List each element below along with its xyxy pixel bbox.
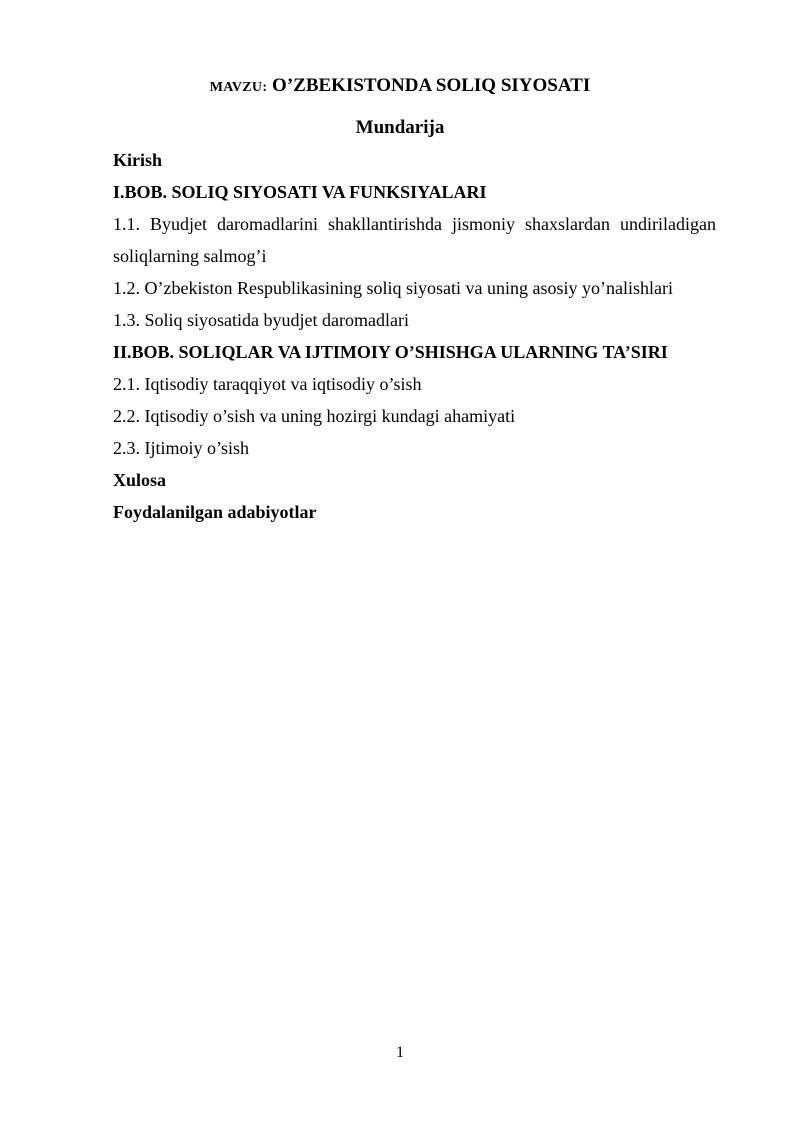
title-topic: O’ZBEKISTONDA SOLIQ SIYOSATI — [272, 75, 591, 96]
toc-item-1-1-line-2: soliqlarning salmog’i — [113, 246, 267, 266]
toc-conclusion: Xulosa — [113, 470, 167, 490]
toc-item-1-3: 1.3. Soliq siyosatida byudjet daromadlari — [113, 310, 409, 330]
toc-item-2-2: 2.2. Iqtisodiy o’sish va uning hozirgi kundagi ahamiyati — [113, 406, 516, 426]
toc-references: Foydalanilgan adabiyotlar — [113, 502, 317, 522]
toc-chapter-1: I.BOB. SOLIQ SIYOSATI VA FUNKSIYALARI — [113, 182, 487, 202]
table-of-contents — [113, 144, 716, 528]
toc-item-1-2: 1.2. O’zbekiston Respublikasining soliq siyosati va uning asosiy yo’nalishlari — [113, 278, 673, 298]
toc-heading: Mundarija — [355, 117, 445, 138]
document-title — [0, 72, 800, 102]
toc-item-1-1-line-1: 1.1. Byudjet daromadlarini shakllantirishda jismoniy shaxslardan undiriladigan — [113, 214, 716, 234]
toc-chapter-2: II.BOB. SOLIQLAR VA IJTIMOIY O’SHISHGA ULARNING TA’SIRI — [113, 342, 668, 362]
toc-item-2-1: 2.1. Iqtisodiy taraqqiyot va iqtisodiy o’sish — [113, 374, 422, 394]
toc-intro: Kirish — [113, 150, 163, 170]
toc-item-2-3: 2.3. Ijtimoiy o’sish — [113, 438, 250, 458]
page-number: 1 — [396, 1044, 404, 1061]
title-prefix: MAVZU: — [209, 80, 268, 95]
